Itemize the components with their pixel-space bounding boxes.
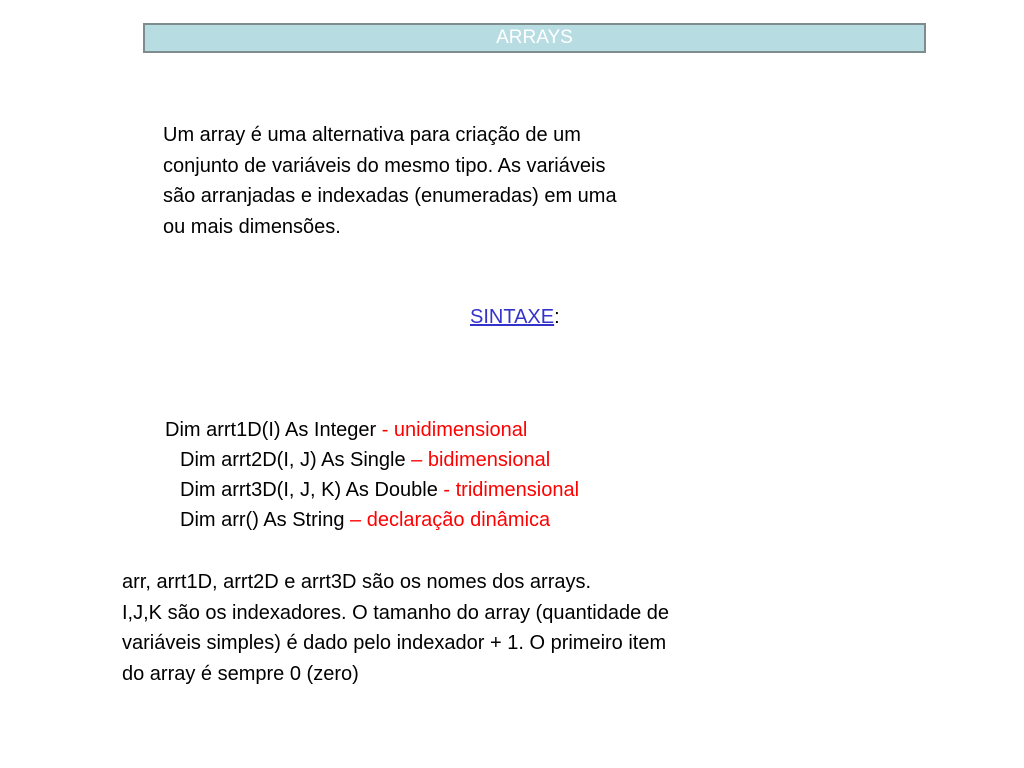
intro-line: conjunto de variáveis do mesmo tipo. As variáveis [163, 154, 606, 177]
intro-paragraph [163, 120, 763, 242]
code-statement: Dim arr() As String [180, 509, 351, 531]
code-examples [165, 415, 579, 535]
intro-line: ou mais dimensões. [163, 215, 341, 238]
syntax-heading [470, 304, 560, 330]
code-annotation: - tridimensional [443, 479, 580, 501]
slide-title [143, 23, 926, 53]
code-statement: Dim arrt1D(I) As Integer [165, 419, 382, 441]
slide-title-text: ARRAYS [496, 27, 573, 48]
code-line-1d [165, 415, 579, 445]
notes-line: arr, arrt1D, arrt2D e arrt3D são os nomes dos arrays. [122, 571, 592, 593]
intro-line: Um array é uma alternativa para criação de um [163, 124, 581, 146]
code-statement: Dim arrt2D(I, J) As Single [180, 449, 412, 471]
code-annotation: – bidimensional [411, 449, 551, 471]
code-annotation: – declaração dinâmica [350, 509, 551, 531]
notes-paragraph [122, 567, 842, 689]
code-line-2d [165, 445, 579, 475]
notes-line: do array é sempre 0 (zero) [122, 662, 359, 685]
code-annotation: - unidimensional [381, 419, 528, 441]
intro-line: são arranjadas e indexadas (enumeradas) em uma [163, 185, 617, 207]
code-line-3d [165, 475, 579, 505]
notes-line: I,J,K são os indexadores. O tamanho do array (quantidade de [122, 601, 670, 624]
code-line-dynamic [165, 505, 579, 535]
code-statement: Dim arrt3D(I, J, K) As Double [180, 479, 444, 501]
syntax-link[interactable]: SINTAXE [470, 306, 555, 328]
notes-line: variáveis simples) é dado pelo indexador + 1. O primeiro item [122, 632, 667, 654]
syntax-colon: : [554, 306, 560, 328]
